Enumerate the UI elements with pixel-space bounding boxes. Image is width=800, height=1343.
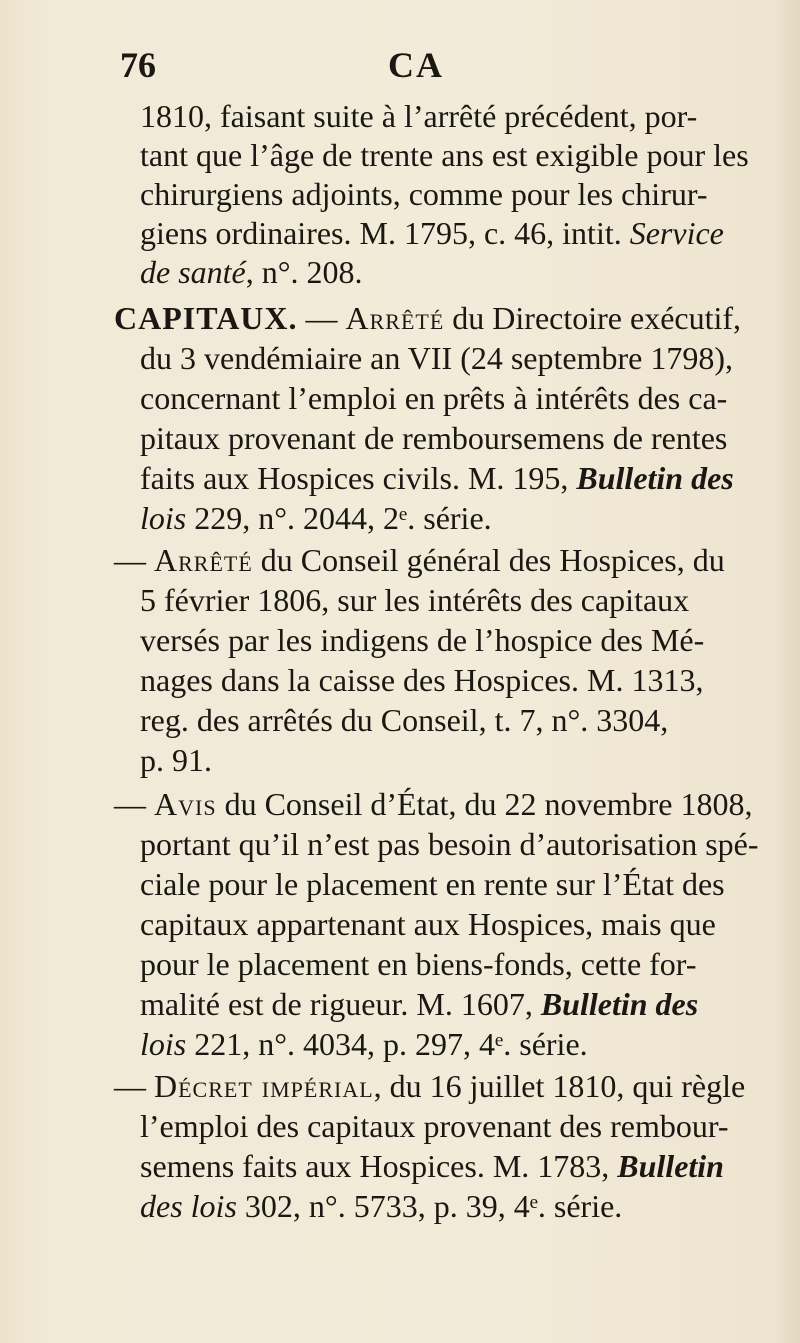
text-line: 1810, faisant suite à l’arrêté précédent, por- xyxy=(140,98,698,134)
em-dash: — xyxy=(297,300,346,336)
bulletin-citation: Bulletin xyxy=(617,1148,724,1184)
bulletin-citation: Bulletin des xyxy=(540,986,699,1022)
act-type: Arrêté xyxy=(154,542,253,578)
text-run: semens faits aux Hospices. M. 1783, xyxy=(140,1148,618,1184)
text-line: l’emploi des capitaux provenant des rembour- xyxy=(140,1108,729,1144)
entry-heading-line xyxy=(114,1066,745,1106)
text-line xyxy=(140,1186,622,1226)
text-line: tant que l’âge de trente ans est exigible pour les xyxy=(140,137,749,173)
entry-heading-line xyxy=(114,540,725,580)
text-run: 221, n°. 4034, p. 297, 4ᵉ. série. xyxy=(186,1026,588,1062)
text-line xyxy=(140,252,363,292)
text-line: versés par les indigens de l’hospice des Mé- xyxy=(140,622,705,658)
text-run: 302, n°. 5733, p. 39, 4ᵉ. série. xyxy=(236,1188,623,1224)
italic-citation: Service xyxy=(629,215,724,251)
text-line xyxy=(140,984,698,1024)
text-line: portant qu’il n’est pas besoin d’autorisation spé- xyxy=(140,826,759,862)
em-dash: — xyxy=(114,786,154,822)
page-edge-shadow xyxy=(774,0,800,1343)
text-run: du Conseil d’État, du 22 novembre 1808, xyxy=(216,786,753,822)
em-dash: — xyxy=(114,542,154,578)
text-run: du Directoire exécutif, xyxy=(444,300,742,336)
act-type: Arrêté xyxy=(345,300,445,336)
act-type: Décret impérial xyxy=(154,1068,374,1104)
text-line xyxy=(140,1024,588,1064)
text-run: du Conseil général des Hospices, du xyxy=(252,542,725,578)
text-line: 5 février 1806, sur les intérêts des capitaux xyxy=(140,582,690,618)
text-run: , du 16 juillet 1810, qui règle xyxy=(373,1068,746,1104)
text-line: du 3 vendémiaire an VII (24 septembre 1798), xyxy=(140,340,733,376)
entry-term: CAPITAUX. xyxy=(114,300,298,336)
text-line: pour le placement en biens-fonds, cette for- xyxy=(140,946,697,982)
bulletin-citation: Bulletin des xyxy=(576,460,734,496)
entry-heading-line xyxy=(114,784,752,824)
text-run: malité est de rigueur. M. 1607, xyxy=(140,986,541,1022)
text-line: ciale pour le placement en rente sur l’État des xyxy=(140,866,725,902)
text-line: reg. des arrêtés du Conseil, t. 7, n°. 3304, xyxy=(140,702,669,738)
text-line xyxy=(140,458,734,498)
text-run: giens ordinaires. M. 1795, c. 46, intit. xyxy=(140,215,630,251)
text-line: p. 91. xyxy=(140,742,212,778)
text-line xyxy=(140,1146,724,1186)
text-line xyxy=(140,213,724,253)
running-head: CA xyxy=(388,45,444,85)
lois-citation: lois xyxy=(140,500,187,536)
text-line: nages dans la caisse des Hospices. M. 1313, xyxy=(140,662,704,698)
text-line: concernant l’emploi en prêts à intérêts des ca- xyxy=(140,380,728,416)
lois-citation: lois xyxy=(140,1026,187,1062)
lois-citation: des lois xyxy=(140,1188,237,1224)
em-dash: — xyxy=(114,1068,154,1104)
text-line: capitaux appartenant aux Hospices, mais que xyxy=(140,906,716,942)
page-number: 76 xyxy=(120,45,156,85)
text-line: chirurgiens adjoints, comme pour les chirur- xyxy=(140,176,708,212)
text-run: faits aux Hospices civils. M. 195, xyxy=(140,460,577,496)
italic-citation: de santé xyxy=(140,254,246,290)
text-run: , n°. 208. xyxy=(245,254,363,290)
text-line xyxy=(140,498,492,538)
page-header xyxy=(0,38,800,98)
act-type: Avis xyxy=(154,786,217,822)
text-line: pitaux provenant de remboursemens de rentes xyxy=(140,420,728,456)
entry-heading-line xyxy=(114,298,741,338)
text-run: 229, n°. 2044, 2ᵉ. série. xyxy=(186,500,492,536)
